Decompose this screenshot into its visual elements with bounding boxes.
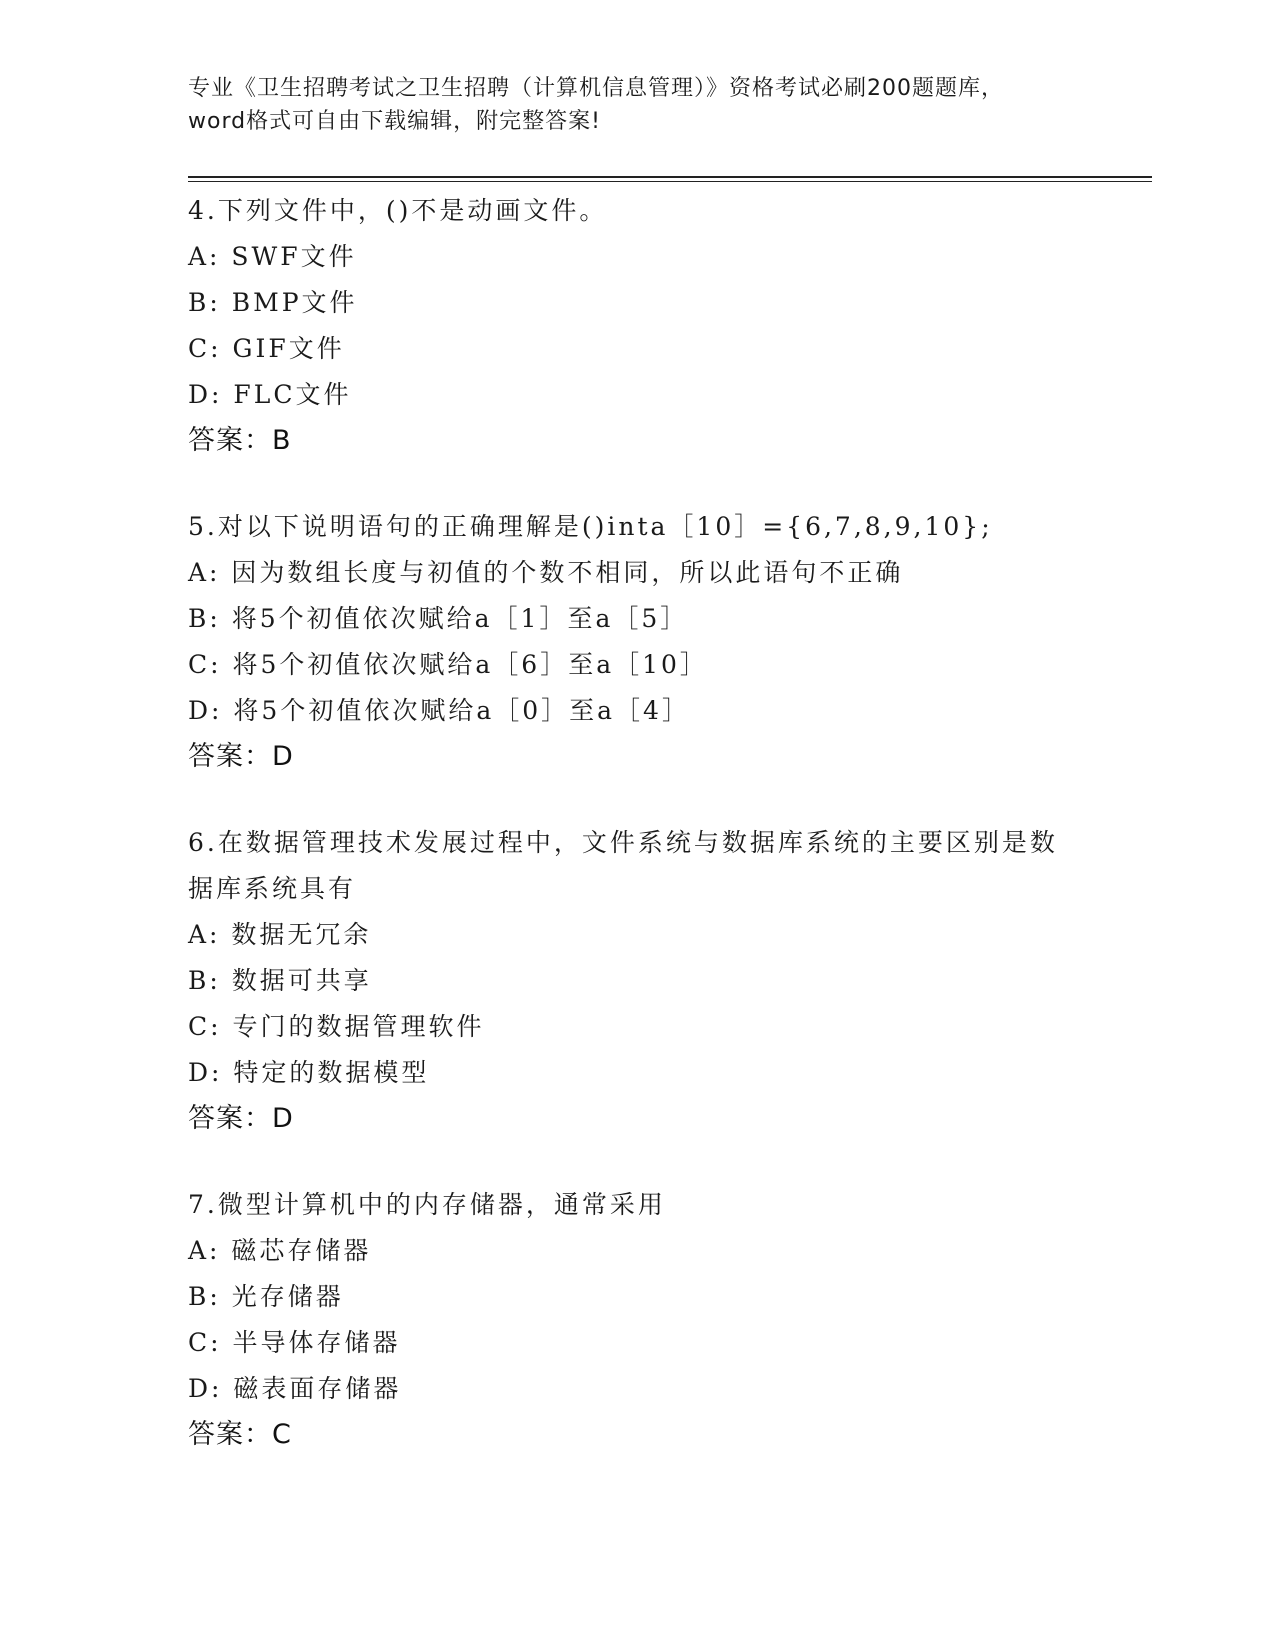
question-stem: 6.在数据管理技术发展过程中，文件系统与数据库系统的主要区别是数据库系统具有	[188, 828, 1058, 903]
option-b: B: 数据可共享	[188, 966, 372, 995]
option-c: C: 专门的数据管理软件	[188, 1012, 485, 1041]
option-d: D: 特定的数据模型	[188, 1058, 430, 1087]
question-7	[188, 1182, 1152, 1458]
option-b: B: 光存储器	[188, 1282, 344, 1311]
option-a: A: 数据无冗余	[188, 920, 372, 949]
question-5	[188, 504, 1152, 780]
document-header	[188, 72, 1088, 138]
option-c: C: GIF文件	[188, 334, 345, 363]
question-6	[188, 820, 1152, 1142]
option-a: A: 因为数组长度与初值的个数不相同，所以此语句不正确	[188, 558, 904, 587]
header-line-2: word格式可自由下载编辑，附完整答案!	[188, 109, 601, 134]
option-d: D: FLC文件	[188, 380, 352, 409]
option-d: D: 磁表面存储器	[188, 1374, 402, 1403]
header-line-1: 专业《卫生招聘考试之卫生招聘（计算机信息管理）》资格考试必刷200题题库，	[188, 76, 1004, 101]
answer-line: 答案：D	[188, 1103, 294, 1134]
question-stem: 7.微型计算机中的内存储器，通常采用	[188, 1190, 666, 1219]
option-d: D: 将5个初值依次赋给a［0］至a［4］	[188, 696, 690, 725]
question-list	[188, 188, 1152, 1498]
header-divider	[188, 176, 1152, 182]
option-c: C: 将5个初值依次赋给a［6］至a［10］	[188, 650, 708, 679]
option-b: B: BMP文件	[188, 288, 358, 317]
answer-line: 答案：C	[188, 1419, 292, 1450]
question-4	[188, 188, 1152, 464]
answer-line: 答案：B	[188, 425, 292, 456]
question-stem: 4.下列文件中，()不是动画文件。	[188, 196, 608, 225]
option-a: A: SWF文件	[188, 242, 357, 271]
option-b: B: 将5个初值依次赋给a［1］至a［5］	[188, 604, 689, 633]
answer-line: 答案：D	[188, 741, 294, 772]
option-a: A: 磁芯存储器	[188, 1236, 372, 1265]
option-c: C: 半导体存储器	[188, 1328, 401, 1357]
question-stem: 5.对以下说明语句的正确理解是()inta［10］={6,7,8,9,10};	[188, 512, 993, 541]
